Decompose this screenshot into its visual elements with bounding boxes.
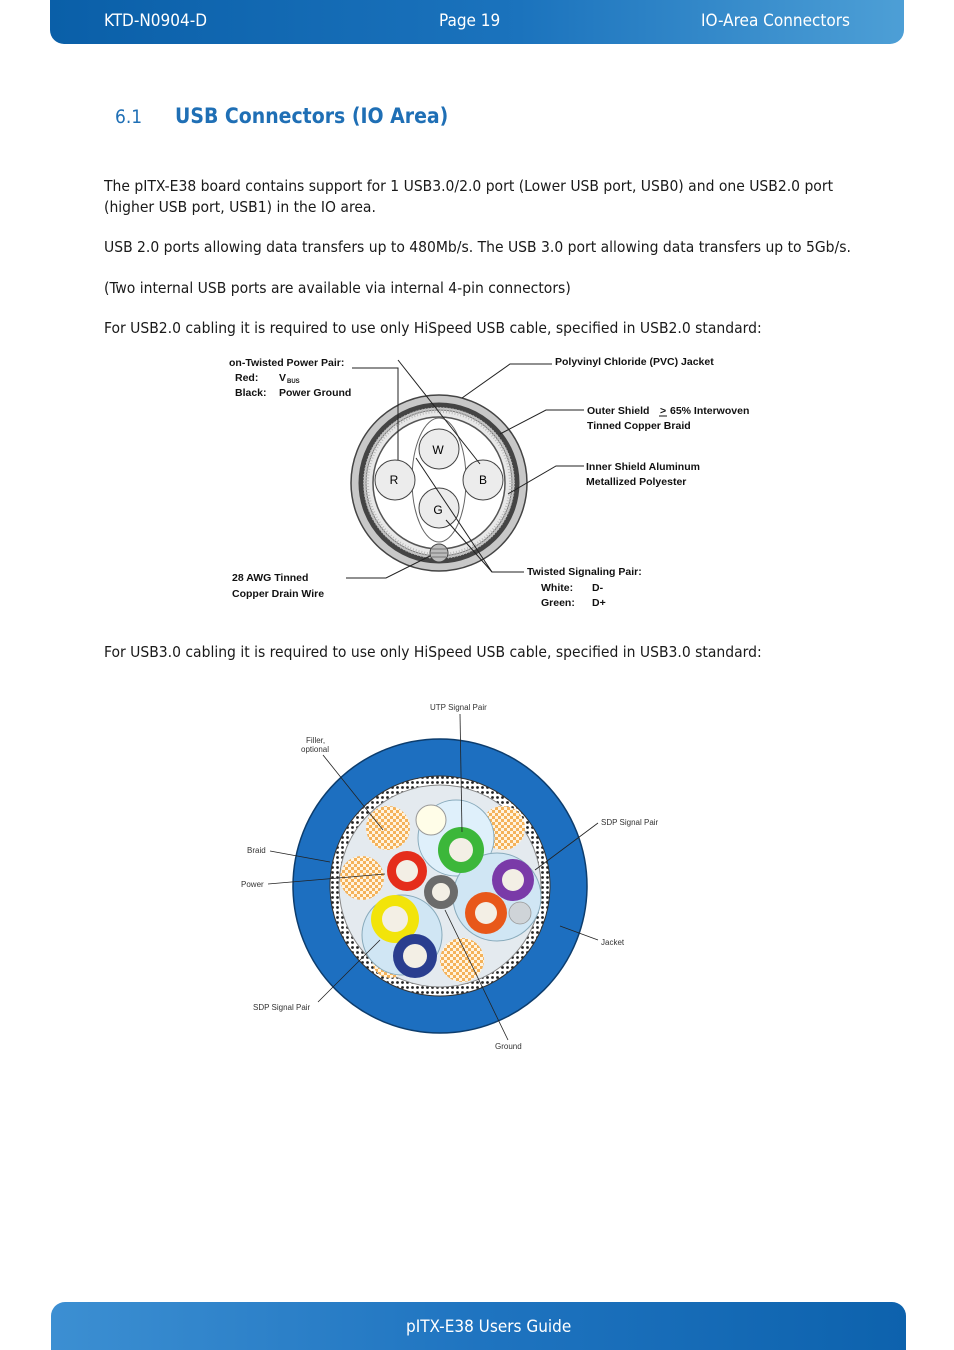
outer-shield-braid: Tinned Copper Braid bbox=[587, 420, 691, 432]
power-pair-title: on-Twisted Power Pair: bbox=[229, 357, 345, 369]
red-value-subscript: BUS bbox=[287, 379, 300, 385]
wire-label-r: R bbox=[389, 473, 399, 487]
doc-id: KTD-N0904-D bbox=[104, 11, 207, 31]
green-label: Green: bbox=[541, 597, 575, 609]
usb3-cable-cross-section bbox=[293, 739, 587, 1033]
drain-wire-material: Copper Drain Wire bbox=[232, 588, 325, 600]
drain-wire-label: 28 AWG Tinned bbox=[232, 572, 309, 584]
inner-shield-label: Inner Shield Aluminum bbox=[586, 461, 700, 473]
page-footer bbox=[51, 1302, 906, 1350]
footer-title: pITX-E38 Users Guide bbox=[406, 1317, 572, 1337]
red-label: Red: bbox=[235, 372, 259, 384]
outer-shield-label: Outer Shield bbox=[587, 405, 650, 417]
signal-pair-title: Twisted Signaling Pair: bbox=[527, 566, 642, 578]
jacket-label: Polyvinyl Chloride (PVC) Jacket bbox=[555, 356, 714, 368]
power-label: Power bbox=[241, 880, 264, 889]
page-number: Page 19 bbox=[439, 11, 501, 31]
black-value: Power Ground bbox=[279, 387, 352, 399]
white-value: D- bbox=[592, 582, 604, 594]
chapter-title: IO-Area Connectors bbox=[701, 11, 851, 31]
paragraph-internal-ports: (Two internal USB ports are available via internal 4-pin connectors) bbox=[104, 279, 571, 297]
filler-label: Filler, bbox=[306, 736, 326, 745]
white-label: White: bbox=[541, 582, 574, 594]
paragraph-intro: The pITX-E38 board contains support for 1 USB3.0/2.0 port (Lower USB port, USB0) and one USB2.0 port (higher USB port, USB1) in the IO area. bbox=[104, 177, 834, 216]
sdp-signal-pair-right-label: SDP Signal Pair bbox=[601, 818, 659, 827]
sdp-signal-pair-left-label: SDP Signal Pair bbox=[253, 1003, 311, 1012]
wire-label-b: B bbox=[478, 473, 488, 487]
paragraph-usb3-cabling: For USB3.0 cabling it is required to use only HiSpeed USB cable, specified in USB3.0 standard: bbox=[104, 643, 762, 661]
utp-signal-pair-label: UTP Signal Pair bbox=[430, 703, 487, 712]
red-value: V bbox=[279, 372, 287, 384]
green-value: D+ bbox=[592, 597, 606, 609]
paragraph-usb2-cabling: For USB2.0 cabling it is required to use only HiSpeed USB cable, specified in USB2.0 standard: bbox=[104, 319, 762, 337]
inner-shield-material: Metallized Polyester bbox=[586, 476, 687, 488]
braid-label: Braid bbox=[247, 846, 266, 855]
outer-shield-percent: 65% Interwoven bbox=[670, 405, 750, 417]
section-number: 6.1 bbox=[115, 106, 143, 128]
filler-optional-label: optional bbox=[301, 745, 330, 754]
section-title: USB Connectors (IO Area) bbox=[175, 104, 449, 128]
black-label: Black: bbox=[235, 387, 267, 399]
paragraph-speeds: USB 2.0 ports allowing data transfers up to 480Mb/s. The USB 3.0 port allowing data transfers up to 5Gb/s. bbox=[104, 238, 851, 256]
outer-shield-ge: > bbox=[660, 405, 667, 417]
wire-label-g: G bbox=[433, 503, 443, 517]
wire-label-w: W bbox=[432, 443, 444, 457]
jacket-label-usb3: Jacket bbox=[601, 938, 625, 947]
ground-label: Ground bbox=[495, 1042, 522, 1051]
